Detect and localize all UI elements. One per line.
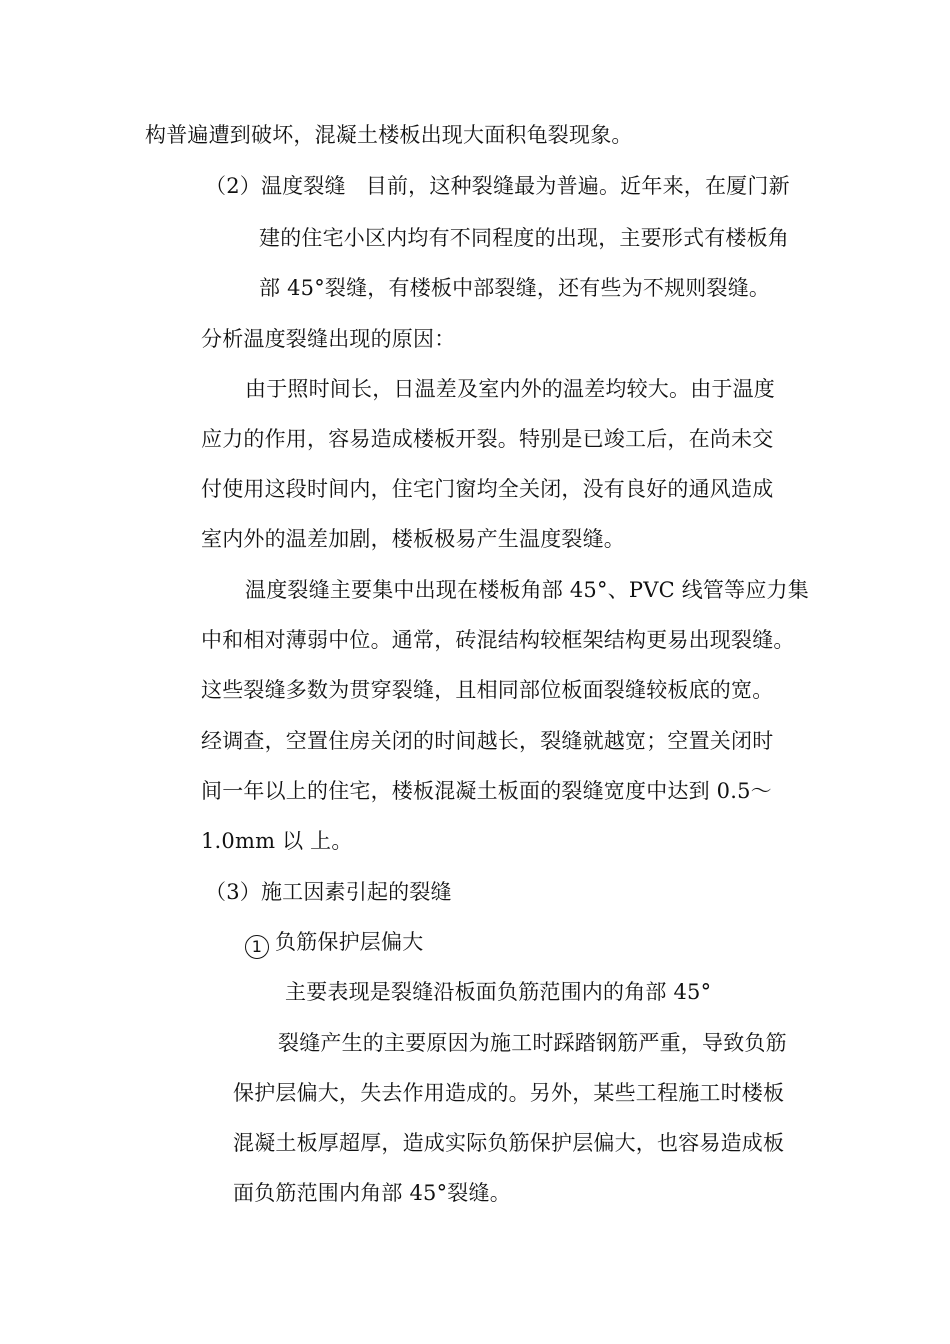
paragraph-line: 温度裂缝主要集中出现在楼板角部 45°、PVC 线管等应力集 [245, 578, 809, 602]
numbered-item-heading [245, 928, 423, 959]
paragraph-line: 裂缝产生的主要原因为施工时踩踏钢筋严重，导致负筋 [278, 1031, 787, 1055]
paragraph-line: 建的住宅小区内均有不同程度的出现，主要形式有楼板角 [259, 226, 789, 250]
subheading-line: 分析温度裂缝出现的原因： [201, 327, 456, 351]
paragraph-line: 1.0mm 以 上。 [201, 829, 353, 853]
paragraph-line: 应力的作用，容易造成楼板开裂。特别是已竣工后，在尚未交 [201, 427, 774, 451]
item-title: 负筋保护层偏大 [275, 930, 424, 954]
paragraph-line: 面负筋范围内角部 45°裂缝。 [233, 1181, 511, 1205]
paragraph-line: 构普遍遭到破坏，混凝土楼板出现大面积龟裂现象。 [145, 123, 633, 147]
heading-label: （2）温度裂缝 [205, 174, 346, 198]
paragraph-line: 部 45°裂缝，有楼板中部裂缝，还有些为不规则裂缝。 [259, 276, 771, 300]
paragraph-line: 中和相对薄弱中位。通常，砖混结构较框架结构更易出现裂缝。 [201, 628, 795, 652]
paragraph-line: 目前，这种裂缝最为普遍。近年来，在厦门新 [365, 174, 790, 198]
paragraph-line: 这些裂缝多数为贯穿裂缝，且相同部位板面裂缝较板底的宽。 [201, 678, 774, 702]
paragraph-line: 由于照时间长，日温差及室内外的温差均较大。由于温度 [245, 377, 775, 401]
paragraph-line: 付使用这段时间内，住宅门窗均全关闭，没有良好的通风造成 [201, 477, 774, 501]
section-heading-construction-cracks: （3）施工因素引起的裂缝 [205, 880, 452, 904]
paragraph-line: 经调查，空置住房关闭的时间越长，裂缝就越宽；空置关闭时 [201, 729, 774, 753]
paragraph-line: 室内外的温差加剧，楼板极易产生温度裂缝。 [201, 527, 625, 551]
paragraph-line: 保护层偏大，失去作用造成的。另外，某些工程施工时楼板 [233, 1081, 785, 1105]
paragraph-line: 主要表现是裂缝沿板面负筋范围内的角部 45° [285, 980, 712, 1004]
paragraph-line: 间一年以上的住宅，楼板混凝土板面的裂缝宽度中达到 0.5～ [201, 779, 772, 803]
section-heading-temperature-cracks [205, 172, 790, 200]
circled-number-one: 1 [245, 935, 269, 959]
paragraph-line: 混凝土板厚超厚，造成实际负筋保护层偏大，也容易造成板 [233, 1131, 785, 1155]
